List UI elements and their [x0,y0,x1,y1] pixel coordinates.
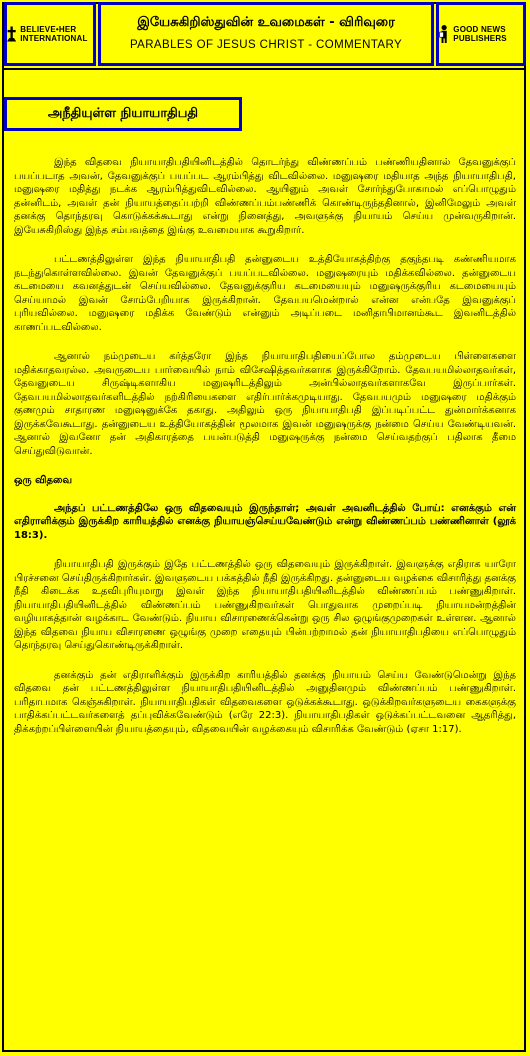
right-logo-text: GOOD NEWS PUBLISHERS [453,25,507,43]
article-body [14,156,516,752]
scripture-quote: அந்தப் பட்டணத்திலே ஒரு விதவையும் இருந்தாள்; அவள் அவனிடத்தில் போய்: எனக்கும் என் எதிராளிக்கும் இருக்கிற காரியத்தில் எனக்கு நியாயஞ்செய்யவேண்டும் என்று விண்ணப்பம் பண்ணினாள் (லூக் 18:3). [14,502,516,541]
subheading: ஒரு விதவை [14,475,73,486]
paragraph-5: தனக்கும் தன் எதிராளிக்கும் இருக்கிற காரியத்தில் தனக்கு நியாயம் செய்ய வேண்டுமென்று இந்த விதவை தன் பட்டணத்திலுள்ள நியாயாதிபதியினிடத்தில் அனுதினமும் விண்ணப்பம் பண்ணுகிறாள். பரிதாபமாக கெஞ்சுகிறாள். நியாயாதிபதிகள் விதவைகளை ஒடுக்கக்கூடாது. ஒடுக்கிறவர்களுடைய கைகளுக்கு பாதிக்கப்பட்டவர்களைத் தப்புவிக்கவேண்டும் (எரே 22:3). நியாயாதிபதிகள் ஒடுக்கப்பட்டவனை ஆதரித்து, திக்கற்றப்பிள்ளையின் நியாயத்தையும், விதவையின் வழக்கையும் விசாரிக்க வேண்டும் (ஏசா 1:17). [14,669,516,735]
cross-icon [7,19,16,49]
section-title: அநீதியுள்ள நியாயாதிபதி [4,97,242,131]
header-title-tamil: இயேசுகிறிஸ்துவின் உவமைகள் - விரிவுரை [137,15,395,30]
paragraph-4: நியாயாதிபதி இருக்கும் இதே பட்டணத்தில் ஒரு விதவையும் இருக்கிறாள். இவளுக்கு எதிராக யாரோ பிரச்சனை செய்திருக்கிறார்கள். இவளுடைய பக்கத்தில் நீதி இருக்கிறது. தன்னுடைய வழக்கை விசாரித்து தனக்கு நீதி கிடைக்க உதவிபுரியுமாறு இவள் இந்த நியாயாதிபதியினிடத்தில் விண்ணப்பம் பண்ணுகிறாள். நியாயாதிபதியினிடத்தில் விண்ணப்பம் பண்ணுகிறவர்கள் பொதுவாக முறைப்படி நியாயமன்றத்தின் வழியாகத்தான் வழக்காட வேண்டும். நியாய விசாரணைக்கென்று ஒரு சில ஒழுங்குமுறைகள் உள்ளன. ஆனால் இந்த விதவை நியாய விசாரணை ஒழுங்கு முறை எதையும் பின்பற்றாமல் தன் நியாயாதிபதியை எப்பொழுதும் தொந்தரவு செய்துகொண்டிருக்கிறாள். [14,559,516,651]
publisher-logo-left [4,2,96,66]
paragraph-2: பட்டணத்திலுள்ள இந்த நியாயாதிபதி தன்னுடைய உத்தியோகத்திற்கு தகுந்தபடி கண்ணியமாக நடந்துகொள்ளவில்லை. இவன் தேவனுக்குப் பயப்படவில்லை. மனுஷரையும் மதிக்கவில்லை. தன்னுடைய கடமையை கவனத்துடன் செய்யவில்லை. தேவனுக்குரிய கடமையையும் மனுஷருக்குரிய கடமையையும் செய்யாமல் இவன் சோம்பேறியாக இருக்கிறான். தேவபயமென்றால் என்ன என்பதே இவனுக்குப் புரியவில்லை. மனுஷரை மதிக்க வேண்டும் என்னும் அடிப்படை மனிதாபிமானம்கூட இவனிடத்தில் காணப்படவில்லை. [14,254,516,333]
publisher-logo-right [436,2,526,66]
left-logo-text: BELIEVE•HER INTERNATIONAL [20,25,88,43]
paragraph-3: ஆனால் நம்முடைய கர்த்தரோ இந்த நியாயாதிபதியைப்போல தம்முடைய பிள்ளைகளை மதிக்காதவரல்ல. அவருடைய பார்வையில் நாம் விசேஷித்தவர்களாக இருக்கிறோம். தேவபயமில்லாதவர்கள், தேவனுடைய சிருஷ்டிகளாகிய மனுஷரிடத்திலும் அன்பில்லாதவர்களாகவே இருப்பார்கள். தேவபயமில்லாதவர்களிடத்தில் நற்கிரியைகளை எதிர்பார்க்கமுடியாது. தேவபயமும் மனுஷரை மதிக்கும் குணமும் சாதாரண மனுஷனுக்கே தகாது. அதிலும் ஒரு நியாயாதிபதி இப்படிப்பட்ட துன்மார்க்கனாக இருக்கவேகூடாது. தன்னுடைய உத்தியோகத்தின் மூலமாக இவன் மனுஷருக்கு நன்மை செய்ய வேண்டியவன். ஆனால் இவனோ தன் அதிகாரத்தை பயன்படுத்தி மனுஷருக்கு நன்மை செய்வதற்குப் பதிலாக தீமை செய்துவிடுவான். [14,351,516,457]
header-divider [4,68,526,70]
header-title-box [98,2,434,66]
paragraph-1: இந்த விதவை நியாயாதிபதியினிடத்தில் தொடர்ந்து விண்ணப்பம் பண்ணியதினால் தேவனுக்குப் பயப்படாத அவன், தேவனுக்குப் பயப்பட ஆரம்பித்து விடவில்லை. மனுஷரை மதியாத அந்த நியாயாதிபதி, மனுஷரை மதித்து நடக்க ஆரம்பித்துவிடவில்லை. ஆயினும் அவள் சோர்ந்துபோகாமல் எப்பொழுதும் தன்னிடம், அவள் தன் நியாயத்தைப்பற்றி விண்ணப்பம்பண்ணிக் கொண்டிருந்ததினால், இனிமேலும் அவள் தனக்கு தொந்தரவு கொடுக்கக்கூடாது என்று நினைத்து, அவளுக்கு நியாயம் செய்ய முன்வருகிறான். இயேசுகிறிஸ்து இந்த சம்பவத்தை இங்கு உவமையாக கூறுகிறார். [14,157,516,236]
header-title-english: PARABLES OF JESUS CHRIST - COMMENTARY [129,39,403,51]
newspaper-man-icon [439,19,449,49]
